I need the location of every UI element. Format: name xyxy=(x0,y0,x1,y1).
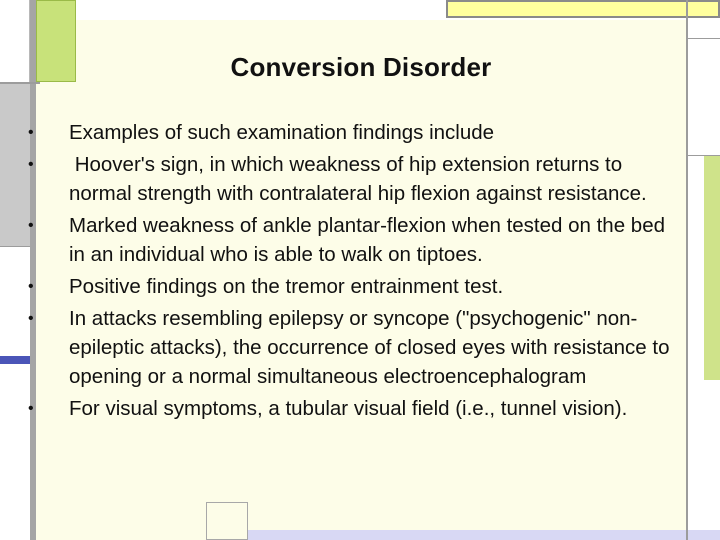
bullet-item xyxy=(28,272,682,301)
top-left-box xyxy=(0,0,30,82)
bullet-text: Examples of such examination findings include xyxy=(69,121,495,144)
bullet-dot-icon: • xyxy=(28,278,34,295)
right-horizontal-rule-top xyxy=(686,38,720,39)
yellow-accent-block xyxy=(446,0,720,18)
grey-accent-block xyxy=(0,82,30,247)
right-horizontal-rule-mid xyxy=(686,155,720,156)
bullet-dot-icon: • xyxy=(28,310,34,327)
bullet-dot-icon: • xyxy=(28,217,34,234)
bullet-item xyxy=(28,394,682,423)
left-horizontal-rule-lower xyxy=(0,246,30,247)
bullet-text: In attacks resembling epilepsy or syncope ("psychogenic" non-epileptic attacks), the occurrence of closed eyes with resistance to opening or a normal simultaneous electroencephalogram xyxy=(69,307,670,388)
bullet-text: Marked weakness of ankle plantar-flexion when tested on the bed in an individual who is able to walk on tiptoes. xyxy=(69,214,666,266)
blue-accent-bar xyxy=(0,356,30,364)
right-green-accent xyxy=(704,155,720,380)
right-vertical-rule xyxy=(686,0,688,540)
bullet-list xyxy=(28,118,682,426)
bullet-text: For visual symptoms, a tubular visual field (i.e., tunnel vision). xyxy=(69,397,628,420)
bullet-item xyxy=(28,211,682,269)
purple-accent-bar xyxy=(248,530,720,540)
bullet-dot-icon: • xyxy=(28,156,34,173)
bullet-dot-icon: • xyxy=(28,124,34,141)
bullet-dot-icon: • xyxy=(28,400,34,417)
bullet-item xyxy=(28,150,682,208)
bullet-item xyxy=(28,118,682,147)
bottom-outline-box xyxy=(206,502,248,540)
bullet-text: Hoover's sign, in which weakness of hip extension returns to normal strength with contralateral hip flexion against resistance. xyxy=(69,153,647,205)
slide-title: Conversion Disorder xyxy=(230,52,492,82)
bullet-item xyxy=(28,304,682,391)
bullet-text: Positive findings on the tremor entrainment test. xyxy=(69,275,504,298)
left-horizontal-rule xyxy=(0,82,40,84)
